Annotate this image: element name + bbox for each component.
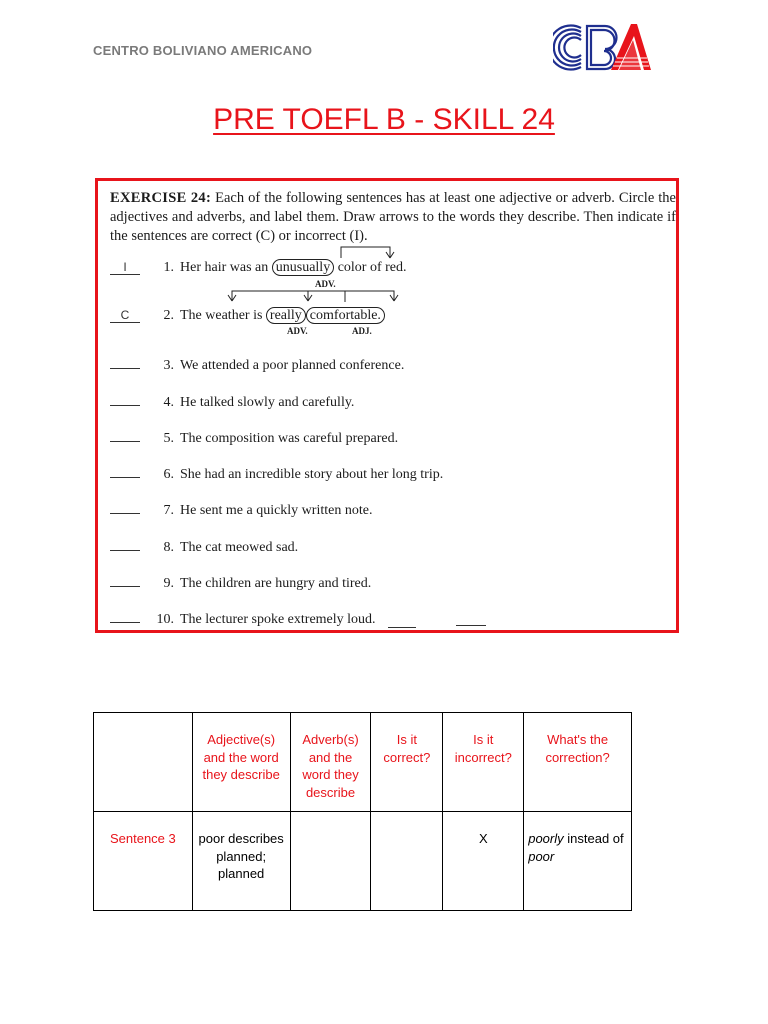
answer-blank-8[interactable] xyxy=(110,536,140,551)
exercise-box xyxy=(95,178,679,633)
circled-word: comfortable. xyxy=(306,307,385,324)
table-header-row xyxy=(94,713,632,812)
exercise-item-4: 4. He talked slowly and carefully. xyxy=(110,391,354,411)
table-header: Adjective(s) and the word they describe xyxy=(192,713,290,812)
page-title: PRE TOEFL B - SKILL 24 xyxy=(213,103,555,136)
answer-blank-2[interactable]: C xyxy=(110,308,140,323)
exercise-item-5: 5. The composition was careful prepared. xyxy=(110,427,398,447)
organization-name: CENTRO BOLIVIANO AMERICANO xyxy=(93,43,313,58)
table-cell[interactable] xyxy=(290,812,371,911)
exercise-item-3: 3. We attended a poor planned conference. xyxy=(110,354,404,374)
answer-blank-3[interactable] xyxy=(110,354,140,369)
extra-blank-line xyxy=(456,625,486,626)
exercise-item-10: 10. The lecturer spoke extremely loud. xyxy=(110,608,376,628)
label-adv: ADV. xyxy=(287,326,308,336)
answer-blank-5[interactable] xyxy=(110,427,140,442)
table-header: Is it correct? xyxy=(371,713,443,812)
table-header: Adverb(s) and the word they describe xyxy=(290,713,371,812)
answer-table xyxy=(93,712,632,911)
table-header: Is it incorrect? xyxy=(443,713,524,812)
exercise-item-8: 8. The cat meowed sad. xyxy=(110,536,298,556)
circled-word: unusually xyxy=(272,259,334,276)
answer-blank-7[interactable] xyxy=(110,499,140,514)
table-cell[interactable] xyxy=(371,812,443,911)
instructions-text: Each of the following sentences has at least one adjective or adverb. Circle the adjectives and adverbs, and label them. Draw arrows to the words they describe. Then indicate if the sentences are correct (C) or incorrect (I). xyxy=(110,190,676,244)
table-cell[interactable]: X xyxy=(443,812,524,911)
cba-logo xyxy=(553,20,653,75)
label-adj: ADJ. xyxy=(352,326,372,336)
exercise-item-9: 9. The children are hungry and tired. xyxy=(110,572,371,592)
answer-blank-10[interactable] xyxy=(110,608,140,623)
circled-word: really xyxy=(266,307,306,324)
table-cell[interactable]: poor describes planned; planned xyxy=(192,812,290,911)
answer-blank-4[interactable] xyxy=(110,391,140,406)
exercise-item-6: 6. She had an incredible story about her long trip. xyxy=(110,463,443,483)
exercise-item-1: I 1. Her hair was an unusually color of red. xyxy=(110,260,407,276)
exercise-heading: EXERCISE 24: xyxy=(110,190,212,206)
label-adv: ADV. xyxy=(315,279,336,289)
exercise-item-2: C 2. The weather is really comfortable. xyxy=(110,308,385,324)
extra-blank-line xyxy=(388,627,416,628)
answer-blank-6[interactable] xyxy=(110,463,140,478)
table-header: What's the correction? xyxy=(524,713,632,812)
table-row xyxy=(94,812,632,911)
exercise-instructions xyxy=(110,189,676,246)
answer-blank-9[interactable] xyxy=(110,572,140,587)
table-cell: Sentence 3 xyxy=(94,812,193,911)
table-cell[interactable]: poorly instead of poor xyxy=(524,812,632,911)
table-header xyxy=(94,713,193,812)
answer-blank-1[interactable]: I xyxy=(110,260,140,275)
exercise-item-7: 7. He sent me a quickly written note. xyxy=(110,499,372,519)
